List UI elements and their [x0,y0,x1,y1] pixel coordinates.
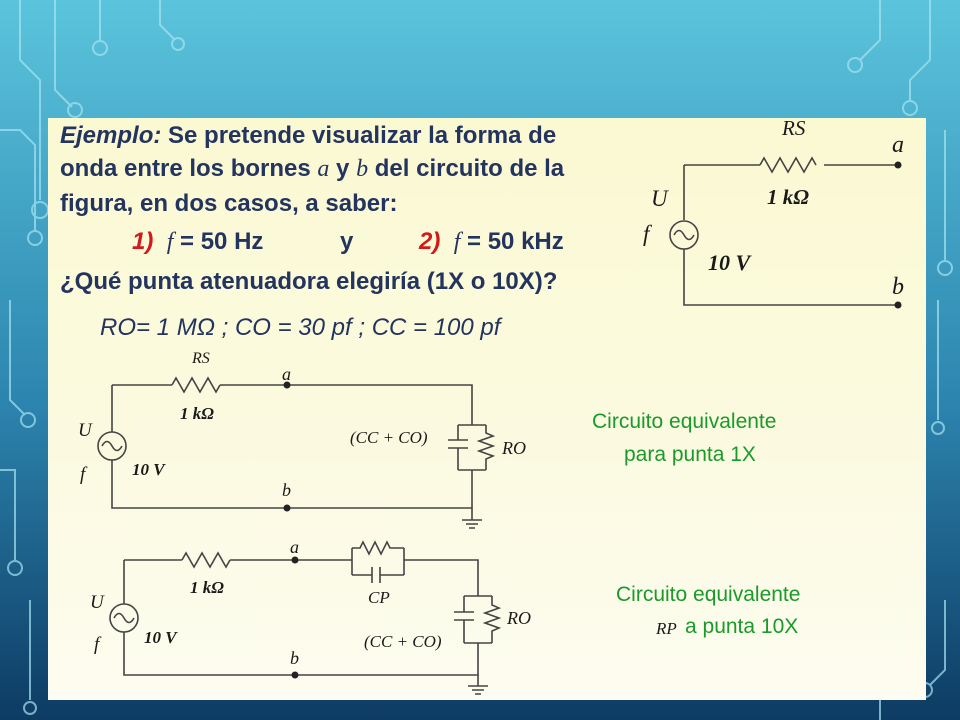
10x-ground-icon [468,675,488,694]
1x-caption-line-2: para punta 1X [624,443,756,466]
1x-ro-label: RO [502,438,526,458]
10x-cp-label: CP [368,588,390,607]
10x-terminal-b [292,672,299,679]
10x-ac-sine-icon [114,614,134,623]
intro-line-2: onda entre los bornes a y b del circuito de la [60,155,565,182]
and-word: y [340,228,354,255]
10x-u-label: U [90,592,104,613]
1x-capacitor [448,425,468,470]
parameters-text: RO= 1 MΩ ; CO = 30 pf ; CC = 100 pf [100,314,501,341]
10x-f-label: f [94,634,100,655]
1x-b-label: b [282,480,291,500]
1x-terminal-b [284,505,291,512]
top-terminal-a [895,162,902,169]
1x-rs-label: RS [192,350,210,367]
1x-a-label: a [282,364,291,384]
top-rs-value: 1 kΩ [767,185,809,209]
top-a-label: a [892,132,904,158]
circuit-10x [110,542,499,694]
top-resistor-rs [760,158,816,172]
10x-rp-overlay-label: RP [656,619,677,638]
1x-resistor-ro [479,425,493,470]
10x-ro-label: RO [507,608,531,628]
1x-ground-icon [462,508,482,528]
top-b-label: b [892,274,904,300]
10x-a-label: a [290,537,299,557]
top-u-label: U [651,186,668,211]
10x-resistor-rp [352,542,404,554]
1x-cap-label: (CC + CO) [350,428,428,447]
10x-rs-value: 1 kΩ [190,578,224,597]
10x-resistor-rs [182,553,230,567]
1x-ac-sine-icon [102,442,122,451]
intro-line-1: Ejemplo: Se pretende visualizar la forma de [60,122,557,149]
1x-caption-line-1: Circuito equivalente [592,410,777,433]
case-1: 1) f = 50 Hz [132,228,264,255]
intro-line-3: figura, en dos casos, a saber: [60,190,398,217]
10x-capacitor-cp [352,567,404,583]
top-rs-label: RS [782,116,806,140]
top-terminal-b [895,302,902,309]
1x-rs-value: 1 kΩ [180,404,214,423]
10x-caption-line-2: a punta 10X [685,615,799,638]
10x-cap-label: (CC + CO) [364,632,442,651]
question-text: ¿Qué punta atenuadora elegiría (1X o 10X)? [60,268,558,295]
1x-resistor-rs [172,378,220,392]
1x-u-label: U [78,420,92,441]
1x-f-label: f [80,464,86,485]
ejemplo-label: Ejemplo: [60,122,162,149]
top-voltage-label: 10 V [708,250,751,275]
top-f-label: f [643,221,650,246]
1x-voltage-label: 10 V [132,460,165,479]
top-circuit [670,158,898,305]
10x-caption-line-1: Circuito equivalente [616,583,801,606]
case-2: 2) f = 50 kHz [419,228,564,255]
10x-capacitor [454,596,474,643]
circuit-1x [98,378,493,528]
10x-resistor-ro [485,596,499,643]
10x-voltage-label: 10 V [144,628,177,647]
top-ac-sine-icon [674,231,694,240]
10x-b-label: b [290,648,299,668]
